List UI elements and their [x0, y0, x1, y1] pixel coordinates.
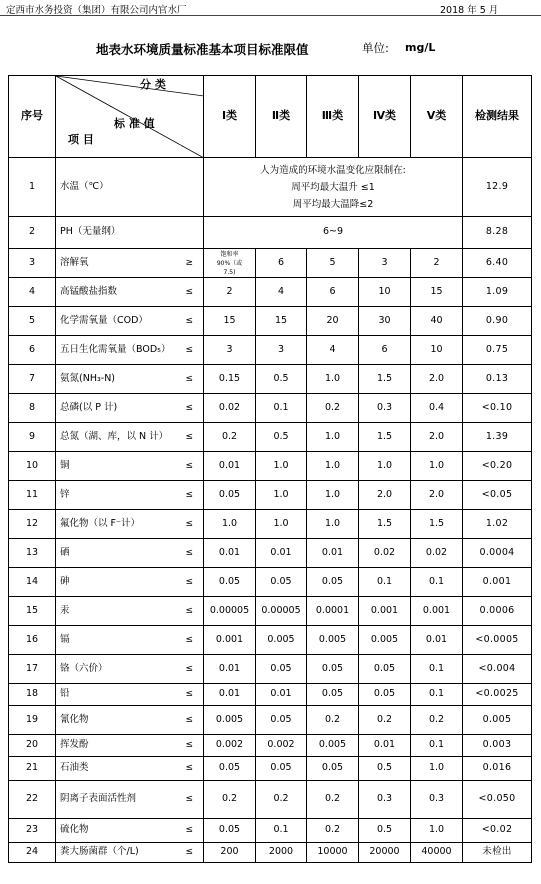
item-name: 氨氮(NH₃-N)	[56, 365, 180, 394]
test-result: 0.13	[463, 365, 532, 394]
class-4-value: 30	[359, 307, 411, 336]
item-name: 氟化物（以 F⁻计）	[56, 510, 180, 539]
table-row	[9, 781, 532, 819]
comparison-operator: ≤	[180, 278, 204, 307]
row-number: 4	[9, 278, 56, 307]
item-name: 化学需氧量（COD）	[56, 307, 180, 336]
class-5-value: 2.0	[411, 481, 463, 510]
class-5-value: 0.3	[411, 781, 463, 819]
class-2-value: 0.5	[256, 365, 307, 394]
class-4-value: 0.1	[359, 568, 411, 597]
class-3-value: 1.0	[307, 452, 359, 481]
comparison-operator: ≤	[180, 597, 204, 626]
comparison-operator: ≤	[180, 307, 204, 336]
test-result: 0.005	[463, 706, 532, 735]
row-number: 22	[9, 781, 56, 819]
test-result: <0.050	[463, 781, 532, 819]
class-3-value: 0.05	[307, 757, 359, 781]
class-1-value: 0.05	[204, 819, 256, 843]
comparison-operator: ≤	[180, 819, 204, 843]
table-row	[9, 843, 532, 863]
table-row	[9, 307, 532, 336]
class-3-value: 20	[307, 307, 359, 336]
comparison-operator: ≤	[180, 626, 204, 655]
do-class1-line: 饱和率	[220, 250, 239, 258]
class-2-value: 1.0	[256, 510, 307, 539]
class-5-value: 2.0	[411, 365, 463, 394]
item-name: 粪大肠菌群（个/L)	[56, 843, 180, 863]
class-2-value: 4	[256, 278, 307, 307]
class-4-value: 1.5	[359, 510, 411, 539]
item-name: 硒	[56, 539, 180, 568]
class-3-value: 0.2	[307, 394, 359, 423]
item-name: 挥发酚	[56, 735, 180, 757]
test-result: <0.10	[463, 394, 532, 423]
class-3-value: 1.0	[307, 365, 359, 394]
company-name: 定西市水务投资（集团）有限公司内官水厂	[6, 5, 187, 16]
class-1-value: 1.0	[204, 510, 256, 539]
class-1-value: 0.001	[204, 626, 256, 655]
class-4-value: 0.005	[359, 626, 411, 655]
table-row	[9, 706, 532, 735]
row-number: 23	[9, 819, 56, 843]
class-2-value: 0.005	[256, 626, 307, 655]
class-2-value: 0.05	[256, 568, 307, 597]
row-number: 17	[9, 655, 56, 684]
test-result: 1.09	[463, 278, 532, 307]
class-3-value: 0.0001	[307, 597, 359, 626]
class-1-value: 0.2	[204, 423, 256, 452]
comparison-operator: ≤	[180, 684, 204, 706]
class-2-value: 0.2	[256, 781, 307, 819]
test-result: 未检出	[463, 843, 532, 863]
class-1-value: 0.05	[204, 568, 256, 597]
comparison-operator: ≤	[180, 568, 204, 597]
comparison-operator: ≤	[180, 452, 204, 481]
table-row	[9, 819, 532, 843]
comparison-operator: ≤	[180, 423, 204, 452]
class-5-value: 0.1	[411, 568, 463, 597]
class-5-value: 0.1	[411, 684, 463, 706]
test-result: 1.39	[463, 423, 532, 452]
item-name: PH（无量纲）	[56, 217, 180, 249]
do-class1-line: 7.5)	[223, 268, 236, 276]
table-row	[9, 481, 532, 510]
class-2-value: 0.5	[256, 423, 307, 452]
item-name: 铅	[56, 684, 180, 706]
class-5-value: 40	[411, 307, 463, 336]
class-5-value: 10	[411, 336, 463, 365]
test-result: 0.0006	[463, 597, 532, 626]
item-name: 石油类	[56, 757, 180, 781]
test-result: <0.004	[463, 655, 532, 684]
class-5-value: 0.001	[411, 597, 463, 626]
table-row	[9, 278, 532, 307]
class-3-value: 0.005	[307, 626, 359, 655]
class-2-value: 0.1	[256, 394, 307, 423]
test-result: 0.016	[463, 757, 532, 781]
row-number: 6	[9, 336, 56, 365]
class-3-value: 4	[307, 336, 359, 365]
class-2-value: 3	[256, 336, 307, 365]
comparison-operator: ≤	[180, 336, 204, 365]
row-number: 8	[9, 394, 56, 423]
class-1-value: 0.01	[204, 539, 256, 568]
class-4-value: 1.0	[359, 452, 411, 481]
row-number: 3	[9, 249, 56, 278]
class-2-value: 1.0	[256, 481, 307, 510]
table-row	[9, 626, 532, 655]
class-1-value: 0.01	[204, 655, 256, 684]
row-number: 2	[9, 217, 56, 249]
header-result: 检测结果	[463, 76, 532, 158]
row-number: 20	[9, 735, 56, 757]
row-number: 21	[9, 757, 56, 781]
class-4-value: 0.5	[359, 757, 411, 781]
row-number: 19	[9, 706, 56, 735]
class-3-value: 0.05	[307, 655, 359, 684]
test-result: 0.75	[463, 336, 532, 365]
class-2-value: 0.05	[256, 757, 307, 781]
class-1-value: 0.05	[204, 757, 256, 781]
class-4-value: 0.01	[359, 735, 411, 757]
class-3-value: 6	[307, 278, 359, 307]
class-3-value: 5	[307, 249, 359, 278]
class-3-value: 1.0	[307, 510, 359, 539]
item-name: 阴离子表面活性剂	[56, 781, 180, 819]
class-1-value: 0.01	[204, 684, 256, 706]
class-4-value: 20000	[359, 843, 411, 863]
class-1-value: 0.2	[204, 781, 256, 819]
table-row	[9, 655, 532, 684]
class-4-value: 2.0	[359, 481, 411, 510]
header-standard-label: 标 准 值	[114, 117, 155, 130]
row-number: 9	[9, 423, 56, 452]
class-5-value: 0.1	[411, 655, 463, 684]
header-diagonal-cell	[56, 76, 204, 158]
class-5-value: 15	[411, 278, 463, 307]
class-5-value: 0.2	[411, 706, 463, 735]
class-5-value: 0.1	[411, 735, 463, 757]
test-result: <0.02	[463, 819, 532, 843]
test-result: 0.003	[463, 735, 532, 757]
class-4-value: 0.3	[359, 781, 411, 819]
water-temp-note-line: 周平均最大温升 ≤1	[291, 181, 375, 193]
class-2-value: 6	[256, 249, 307, 278]
class-3-value: 0.05	[307, 568, 359, 597]
class-4-value: 3	[359, 249, 411, 278]
class-5-value: 40000	[411, 843, 463, 863]
class-5-value: 0.01	[411, 626, 463, 655]
class-4-value: 0.05	[359, 684, 411, 706]
unit-value: mg/L	[405, 41, 436, 54]
comparison-operator: ≤	[180, 757, 204, 781]
class-5-value: 1.5	[411, 510, 463, 539]
class-3-value: 0.2	[307, 781, 359, 819]
class-1-value: 0.005	[204, 706, 256, 735]
water-temp-note-line: 周平均最大温降≤2	[292, 198, 374, 210]
comparison-operator	[180, 158, 204, 217]
item-name: 硫化物	[56, 819, 180, 843]
test-result: 8.28	[463, 217, 532, 249]
class-3-value: 0.005	[307, 735, 359, 757]
row-number: 11	[9, 481, 56, 510]
comparison-operator: ≤	[180, 655, 204, 684]
table-row	[9, 597, 532, 626]
class-1-value	[204, 249, 256, 278]
header-class-4: Ⅳ类	[359, 76, 411, 158]
item-name: 五日生化需氧量（BOD₅）	[56, 336, 180, 365]
item-name: 总磷(以 P 计)	[56, 394, 180, 423]
class-1-value: 200	[204, 843, 256, 863]
class-4-value: 1.5	[359, 423, 411, 452]
comparison-operator: ≤	[180, 481, 204, 510]
test-result: 0.0004	[463, 539, 532, 568]
unit-label: 单位:	[362, 41, 389, 55]
class-4-value: 0.3	[359, 394, 411, 423]
row-number: 12	[9, 510, 56, 539]
comparison-operator: ≤	[180, 706, 204, 735]
comparison-operator: ≤	[180, 539, 204, 568]
item-name: 溶解氧	[56, 249, 180, 278]
standards-table	[8, 75, 532, 863]
row-number: 14	[9, 568, 56, 597]
test-result: <0.0025	[463, 684, 532, 706]
class-3-value: 0.2	[307, 706, 359, 735]
class-1-value: 0.15	[204, 365, 256, 394]
item-name: 镉	[56, 626, 180, 655]
comparison-operator: ≤	[180, 394, 204, 423]
class-2-value: 15	[256, 307, 307, 336]
header-class-2: Ⅱ类	[256, 76, 307, 158]
row-number: 1	[9, 158, 56, 217]
class-3-value: 0.01	[307, 539, 359, 568]
table-row	[9, 158, 532, 217]
item-name: 砷	[56, 568, 180, 597]
report-date: 2018 年 5 月	[440, 5, 499, 16]
row-number: 15	[9, 597, 56, 626]
item-name: 总氮（湖、库，以 N 计）	[56, 423, 180, 452]
water-temp-note	[204, 158, 463, 217]
table-row	[9, 394, 532, 423]
table-row	[9, 568, 532, 597]
table-header-row	[9, 76, 532, 158]
row-number: 7	[9, 365, 56, 394]
test-result: 0.90	[463, 307, 532, 336]
header-category-label: 分 类	[140, 78, 166, 91]
class-2-value: 0.01	[256, 539, 307, 568]
class-2-value: 2000	[256, 843, 307, 863]
item-name: 水温（℃）	[56, 158, 180, 217]
comparison-operator: ≤	[180, 365, 204, 394]
item-name: 锌	[56, 481, 180, 510]
class-1-value: 3	[204, 336, 256, 365]
table-row	[9, 539, 532, 568]
row-number: 10	[9, 452, 56, 481]
test-result: 0.001	[463, 568, 532, 597]
comparison-operator	[180, 217, 204, 249]
water-temp-note-line: 人为造成的环境水温变化应限制在:	[260, 164, 406, 176]
row-number: 16	[9, 626, 56, 655]
ph-range: 6~9	[204, 217, 463, 249]
row-number: 5	[9, 307, 56, 336]
class-3-value: 1.0	[307, 423, 359, 452]
class-4-value: 6	[359, 336, 411, 365]
class-1-value: 0.05	[204, 481, 256, 510]
row-number: 18	[9, 684, 56, 706]
table-row	[9, 365, 532, 394]
class-5-value: 1.0	[411, 819, 463, 843]
class-2-value: 0.1	[256, 819, 307, 843]
comparison-operator: ≤	[180, 781, 204, 819]
table-row	[9, 249, 532, 278]
class-1-value: 0.002	[204, 735, 256, 757]
header-divider	[0, 15, 541, 16]
class-4-value: 0.05	[359, 655, 411, 684]
table-row	[9, 423, 532, 452]
test-result: 12.9	[463, 158, 532, 217]
class-1-value: 0.02	[204, 394, 256, 423]
table-row	[9, 336, 532, 365]
class-5-value: 2.0	[411, 423, 463, 452]
class-4-value: 0.5	[359, 819, 411, 843]
test-result: <0.20	[463, 452, 532, 481]
class-1-value: 15	[204, 307, 256, 336]
table-row	[9, 757, 532, 781]
class-1-value: 2	[204, 278, 256, 307]
item-name: 铬（六价）	[56, 655, 180, 684]
table-row	[9, 735, 532, 757]
do-class1-line: 90%（或	[216, 259, 243, 267]
class-2-value: 1.0	[256, 452, 307, 481]
header-item-label: 项 目	[68, 133, 94, 146]
class-3-value: 1.0	[307, 481, 359, 510]
comparison-operator: ≤	[180, 843, 204, 863]
test-result: <0.05	[463, 481, 532, 510]
item-name: 氰化物	[56, 706, 180, 735]
class-5-value: 2	[411, 249, 463, 278]
class-4-value: 10	[359, 278, 411, 307]
row-number: 24	[9, 843, 56, 863]
test-result: 1.02	[463, 510, 532, 539]
table-row	[9, 452, 532, 481]
comparison-operator: ≤	[180, 510, 204, 539]
class-1-value: 0.00005	[204, 597, 256, 626]
document-title: 地表水环境质量标准基本项目标准限值	[96, 42, 309, 57]
class-2-value: 0.00005	[256, 597, 307, 626]
class-2-value: 0.002	[256, 735, 307, 757]
table-row	[9, 217, 532, 249]
item-name: 铜	[56, 452, 180, 481]
class-3-value: 0.2	[307, 819, 359, 843]
class-3-value: 10000	[307, 843, 359, 863]
comparison-operator: ≤	[180, 735, 204, 757]
comparison-operator: ≥	[180, 249, 204, 278]
header-class-1: Ⅰ类	[204, 76, 256, 158]
class-5-value: 1.0	[411, 452, 463, 481]
row-number: 13	[9, 539, 56, 568]
class-4-value: 0.02	[359, 539, 411, 568]
item-name: 高锰酸盐指数	[56, 278, 180, 307]
class-3-value: 0.05	[307, 684, 359, 706]
header-seq: 序号	[9, 76, 56, 158]
item-name: 汞	[56, 597, 180, 626]
class-2-value: 0.05	[256, 706, 307, 735]
class-4-value: 0.001	[359, 597, 411, 626]
class-1-value: 0.01	[204, 452, 256, 481]
class-5-value: 0.02	[411, 539, 463, 568]
class-5-value: 0.4	[411, 394, 463, 423]
class-2-value: 0.01	[256, 684, 307, 706]
table-row	[9, 510, 532, 539]
class-2-value: 0.05	[256, 655, 307, 684]
test-result: 6.40	[463, 249, 532, 278]
table-row	[9, 684, 532, 706]
class-4-value: 1.5	[359, 365, 411, 394]
class-5-value: 1.0	[411, 757, 463, 781]
test-result: <0.0005	[463, 626, 532, 655]
header-class-5: Ⅴ类	[411, 76, 463, 158]
header-class-3: Ⅲ类	[307, 76, 359, 158]
class-4-value: 0.2	[359, 706, 411, 735]
